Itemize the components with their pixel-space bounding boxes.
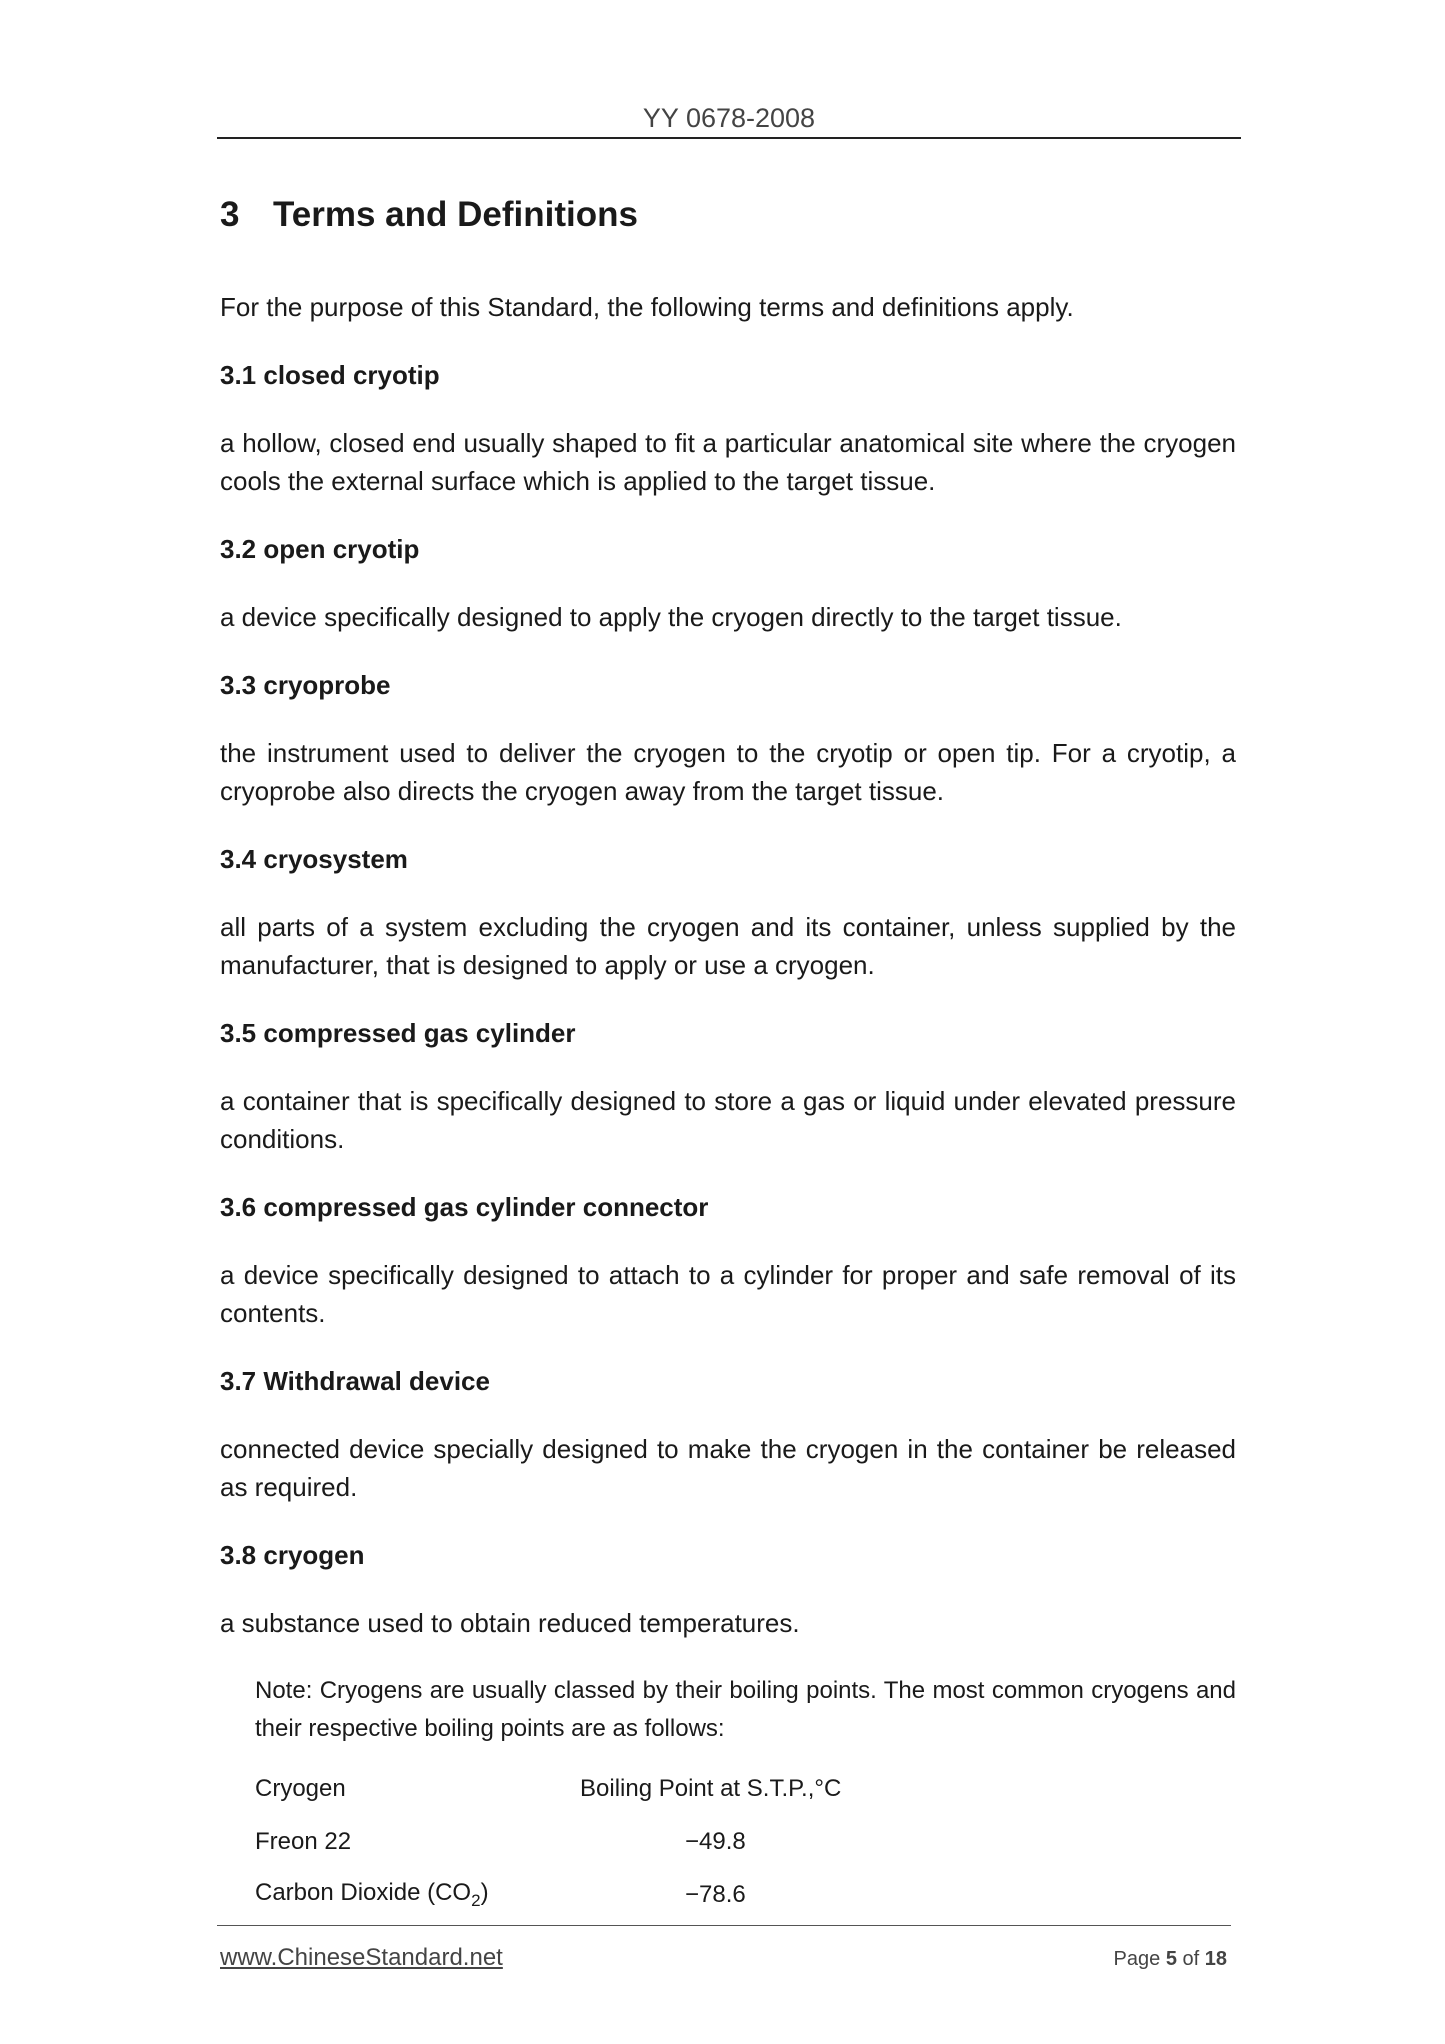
term-heading-3-6: 3.6 compressed gas cylinder connector xyxy=(220,1192,709,1222)
section-intro: For the purpose of this Standard, the following terms and definitions apply. xyxy=(220,292,1074,322)
term-heading-3-5: 3.5 compressed gas cylinder xyxy=(220,1018,576,1048)
section-number: 3 xyxy=(220,195,240,234)
term-definition-3-2: a device specifically designed to apply the cryogen directly to the target tissue. xyxy=(220,602,1122,632)
cryogen-table xyxy=(255,1762,1236,1921)
section-title-text: Terms and Definitions xyxy=(273,195,638,234)
page-content xyxy=(220,190,1236,1921)
table-row xyxy=(255,1815,1236,1868)
term-heading-3-3: 3.3 cryoprobe xyxy=(220,670,391,700)
cryogen-name xyxy=(255,1828,580,1856)
page-total: 18 xyxy=(1204,1948,1227,1970)
table-header-boiling-point: Boiling Point at S.T.P.,°C xyxy=(580,1774,842,1802)
term-definition-3-8: a substance used to obtain reduced temperatures. xyxy=(220,1608,800,1638)
term-heading-3-7: 3.7 Withdrawal device xyxy=(220,1366,490,1396)
table-header-row xyxy=(255,1762,1236,1815)
term-heading-3-2: 3.2 open cryotip xyxy=(220,534,420,564)
term-definition-3-3: the instrument used to deliver the cryogen to the cryotip or open tip. For a cryotip, a cryoprobe also directs the cryogen away from the target tissue. xyxy=(220,738,1236,806)
term-definition-3-5: a container that is specifically designed to store a gas or liquid under elevated pressure conditions. xyxy=(220,1086,1236,1154)
term-definition-3-1: a hollow, closed end usually shaped to fit a particular anatomical site where the cryogen cools the external surface which is applied to the target tissue. xyxy=(220,428,1236,496)
term-heading-3-1: 3.1 closed cryotip xyxy=(220,360,440,390)
table-row xyxy=(255,1868,1236,1921)
cryogen-name-suffix: ) xyxy=(480,1878,489,1906)
boiling-point-value: −49.8 xyxy=(685,1827,746,1855)
page-of-word: of xyxy=(1182,1948,1200,1970)
footer-divider xyxy=(217,1925,1231,1926)
table-header-cryogen: Cryogen xyxy=(255,1774,346,1802)
page-word: Page xyxy=(1113,1948,1161,1970)
cryogen-subscript: 2 xyxy=(471,1890,481,1910)
term-heading-3-8: 3.8 cryogen xyxy=(220,1540,365,1570)
website-link[interactable]: www.ChineseStandard.net xyxy=(220,1944,503,1971)
term-definition-3-7: connected device specially designed to make the cryogen in the container be released as required. xyxy=(220,1434,1236,1502)
boiling-point-value: −78.6 xyxy=(685,1880,746,1908)
page-current: 5 xyxy=(1165,1948,1177,1970)
cryogen-note: Note: Cryogens are usually classed by their boiling points. The most common cryogens and their respective boiling points are as follows: xyxy=(255,1677,1236,1742)
term-heading-3-4: 3.4 cryosystem xyxy=(220,844,408,874)
section-title xyxy=(220,190,1236,240)
header-divider xyxy=(217,137,1241,139)
cryogen-name xyxy=(255,1879,580,1911)
standard-code-header: YY 0678-2008 xyxy=(642,103,816,133)
cryogen-name-text: Freon 22 xyxy=(255,1827,352,1855)
page-number xyxy=(1114,1948,1227,1971)
cryogen-name-text: Carbon Dioxide (CO xyxy=(255,1878,472,1906)
term-definition-3-6: a device specifically designed to attach to a cylinder for proper and safe removal of its contents. xyxy=(220,1260,1236,1328)
term-definition-3-4: all parts of a system excluding the cryogen and its container, unless supplied by the manufacturer, that is designed to apply or use a cryogen. xyxy=(220,912,1236,980)
